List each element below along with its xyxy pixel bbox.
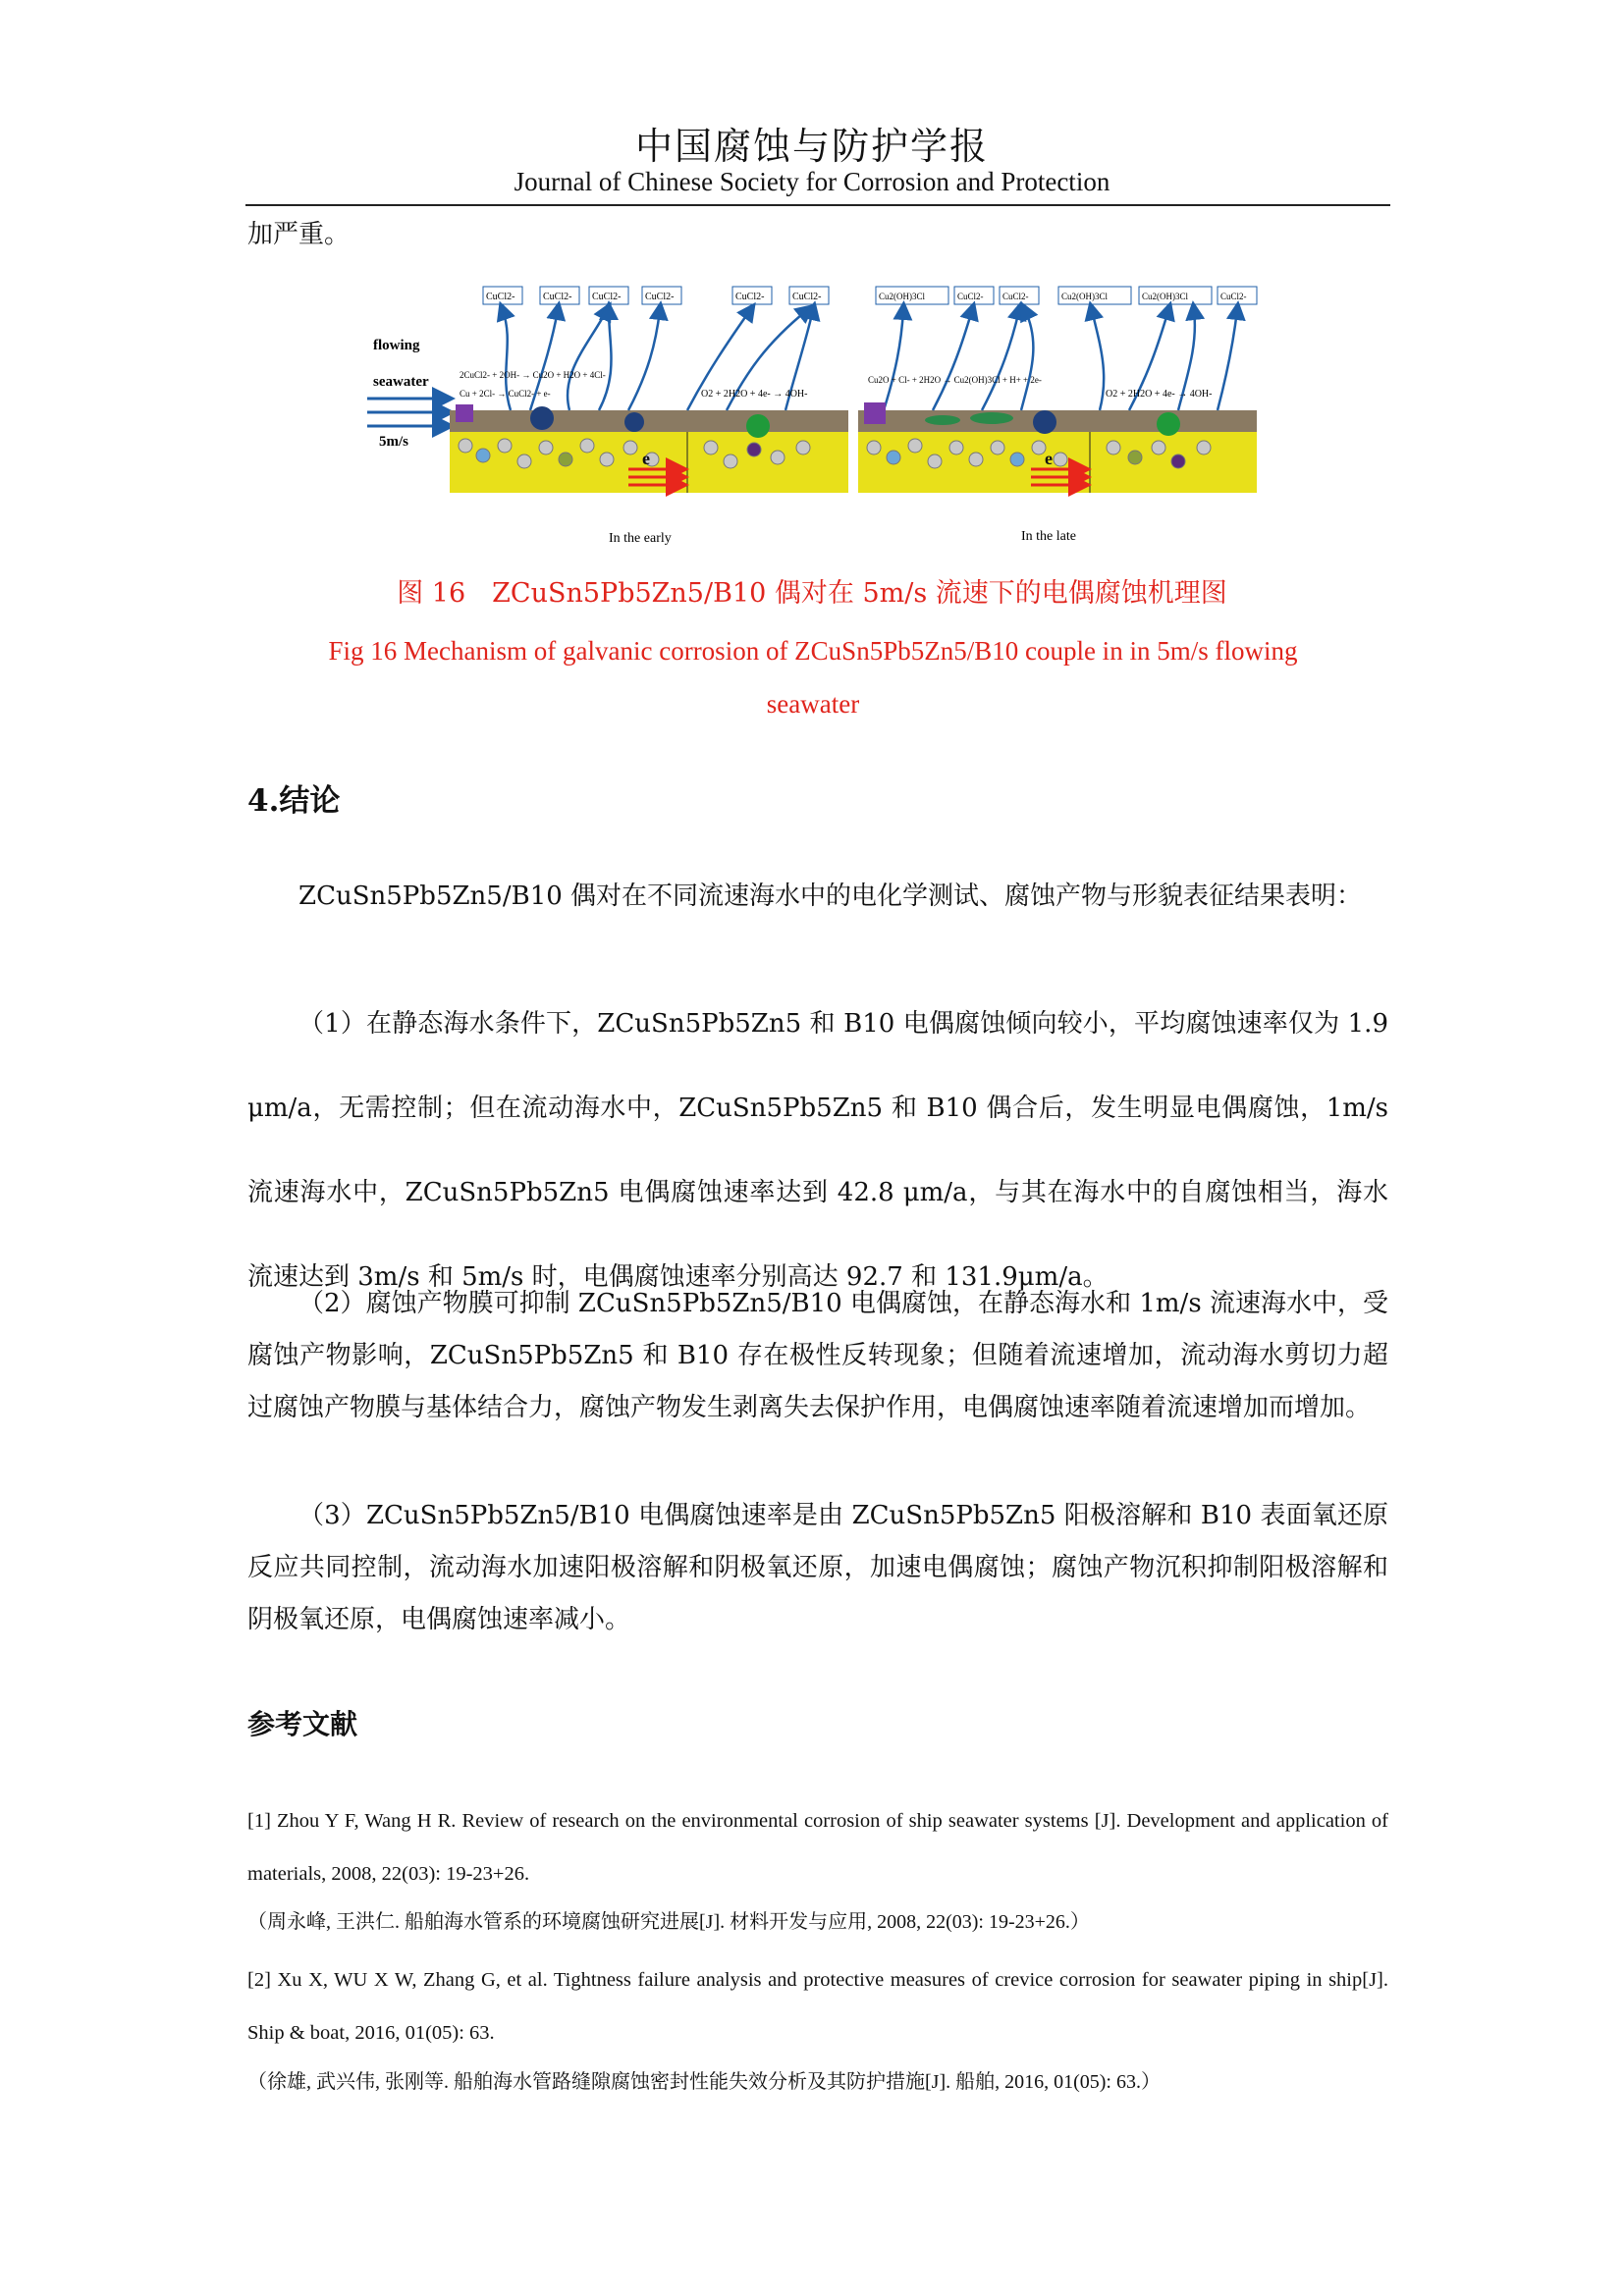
cl-ion [1033,410,1056,434]
cl-ion [530,406,554,430]
oh-ion-square [456,404,473,422]
corrosion-layer-early [450,410,848,434]
product-label: CuCl2- [735,292,765,302]
header-rule [245,204,1390,206]
cathode-reaction: O2 + 2H2O + 4e- → 4OH- [1106,389,1213,400]
product-label: CuCl2- [645,292,675,302]
product-label: Cu2(OH)3Cl [879,292,925,301]
journal-title-en: Journal of Chinese Society for Corrosion and Protection [514,167,1110,196]
conclusion-point-3: （3）ZCuSn5Pb5Zn5/B10 电偶腐蚀速率是由 ZCuSn5Pb5Zn5 阳极溶解和 B10 表面氧还原反应共同控制，流动海水加速阳极溶解和阴极氧还原，加速电偶腐蚀；腐蚀产物沉积抑制阳极溶解和阴极氧还原，电偶腐蚀速率减小。 [247,1501,1388,1634]
panel-late [858,287,1257,544]
product-label: Cu2(OH)3Cl [1142,292,1188,301]
stage-label-late: In the late [1021,529,1076,544]
product-label: CuCl2- [486,292,515,302]
anode-label: ZCuSn5Pb5Zn5 (anode) [884,501,976,510]
product-label: CuCl2- [592,292,622,302]
journal-title-cn: 中国腐蚀与防护学报 [634,125,989,168]
figure-16 [0,275,1624,560]
o2-molecule [746,414,770,438]
flow-label-3: 5m/s [379,434,408,450]
product-label: CuCl2- [1220,292,1247,301]
panel-early [450,287,848,546]
cathode-reaction: O2 + 2H2O + 4e- → 4OH- [701,389,808,400]
corrosion-layer-late [858,410,1257,434]
cl-ion [624,412,644,432]
reference-1-en: [1] Zhou Y F, Wang H R. Review of research on the environmental corrosion of ship seawater systems [J]. Development and application of materials, 2008, 22(03): 19-23+26. [247,1810,1388,1885]
product-label: CuCl2- [543,292,572,302]
anode-reaction-2: Cu + 2Cl- → CuCl2- + e- [460,389,551,399]
flow-label-2: seawater [373,374,429,390]
reference-1-cn: （周永峰, 王洪仁. 船舶海水管系的环境腐蚀研究进展[J]. 材料开发与应用, 2008, 22(03): 19-23+26.） [247,1911,1090,1933]
anode-reaction: 2CuCl2- + 2OH- → Cu2O + H2O + 4Cl- [460,370,606,380]
conclusion-intro: ZCuSn5Pb5Zn5/B10 偶对在不同流速海水中的电化学测试、腐蚀产物与形貌表征结果表明： [298,881,1363,911]
anode-label: ZCuSn5Pb5Zn5 (anode) [487,501,579,510]
cathode-label: B10 (cathode) [711,501,764,510]
reference-2-cn: （徐雄, 武兴伟, 张刚等. 船舶海水管路缝隙腐蚀密封性能失效分析及其防护措施[J]. 船舶, 2016, 01(05): 63.） [247,2071,1161,2093]
electron-label: e [642,449,650,468]
corrosion-film [925,415,960,425]
product-label: CuCl2- [957,292,984,301]
reference-2-en: [2] Xu X, WU X W, Zhang G, et al. Tightness failure analysis and protective measures of crevice corrosion for seawater piping in ship[J]. Ship & boat, 2016, 01(05): 63. [247,1969,1388,2044]
mechanism-diagram [0,275,1624,560]
conclusion-point-1: （1）在静态海水条件下，ZCuSn5Pb5Zn5 和 B10 电偶腐蚀倾向较小，平均腐蚀速率仅为 1.9 μm/a，无需控制；但在流动海水中，ZCuSn5Pb5Zn5 和 B10 偶合后，发生明显电偶腐蚀，1m/s 流速海水中，ZCuSn5Pb5Zn5 电偶腐蚀速率达到 42.8 μm/a，与其在海水中的自腐蚀相当，海水流速达到 3m/s 和 5m/s 时，电偶腐蚀速率分别高达 92.7 和 131.9μm/a。 [247,1009,1388,1292]
cathode-label: B10 (cathode) [1113,501,1166,510]
electron-label: e [1045,449,1053,468]
conclusion-point-2: （2）腐蚀产物膜可抑制 ZCuSn5Pb5Zn5/B10 电偶腐蚀，在静态海水和 1m/s 流速海水中，受腐蚀产物影响，ZCuSn5Pb5Zn5 和 B10 存在极性反转现象；但随着流速增加，流动海水剪切力超过腐蚀产物膜与基体结合力，腐蚀产物发生剥离失去保护作用，电偶腐蚀速率随着流速增加而增加。 [247,1289,1388,1422]
o2-molecule [1157,412,1180,436]
product-label: CuCl2- [1002,292,1029,301]
references-heading: 参考文献 [247,1708,358,1740]
figure-caption-cn: 图 16 ZCuSn5Pb5Zn5/B10 偶对在 5m/s 流速下的电偶腐蚀机理图 [397,578,1227,609]
anode-reaction: Cu2O + Cl- + 2H2O → Cu2(OH)3Cl + H+ + 2e- [868,375,1042,385]
flow-label-1: flowing [373,338,420,353]
carryover-text: 加严重。 [247,220,351,249]
figure-caption-en: Fig 16 Mechanism of galvanic corrosion of ZCuSn5Pb5Zn5/B10 couple in in 5m/s flowing seawater [328,636,1298,719]
product-label: Cu2(OH)3Cl [1061,292,1108,301]
stage-label-early: In the early [609,531,672,546]
product-label: CuCl2- [792,292,822,302]
section-heading-conclusion: 4.结论 [247,783,341,819]
flow-arrows [367,399,444,426]
corrosion-film [970,412,1013,424]
cl-square [864,402,886,424]
